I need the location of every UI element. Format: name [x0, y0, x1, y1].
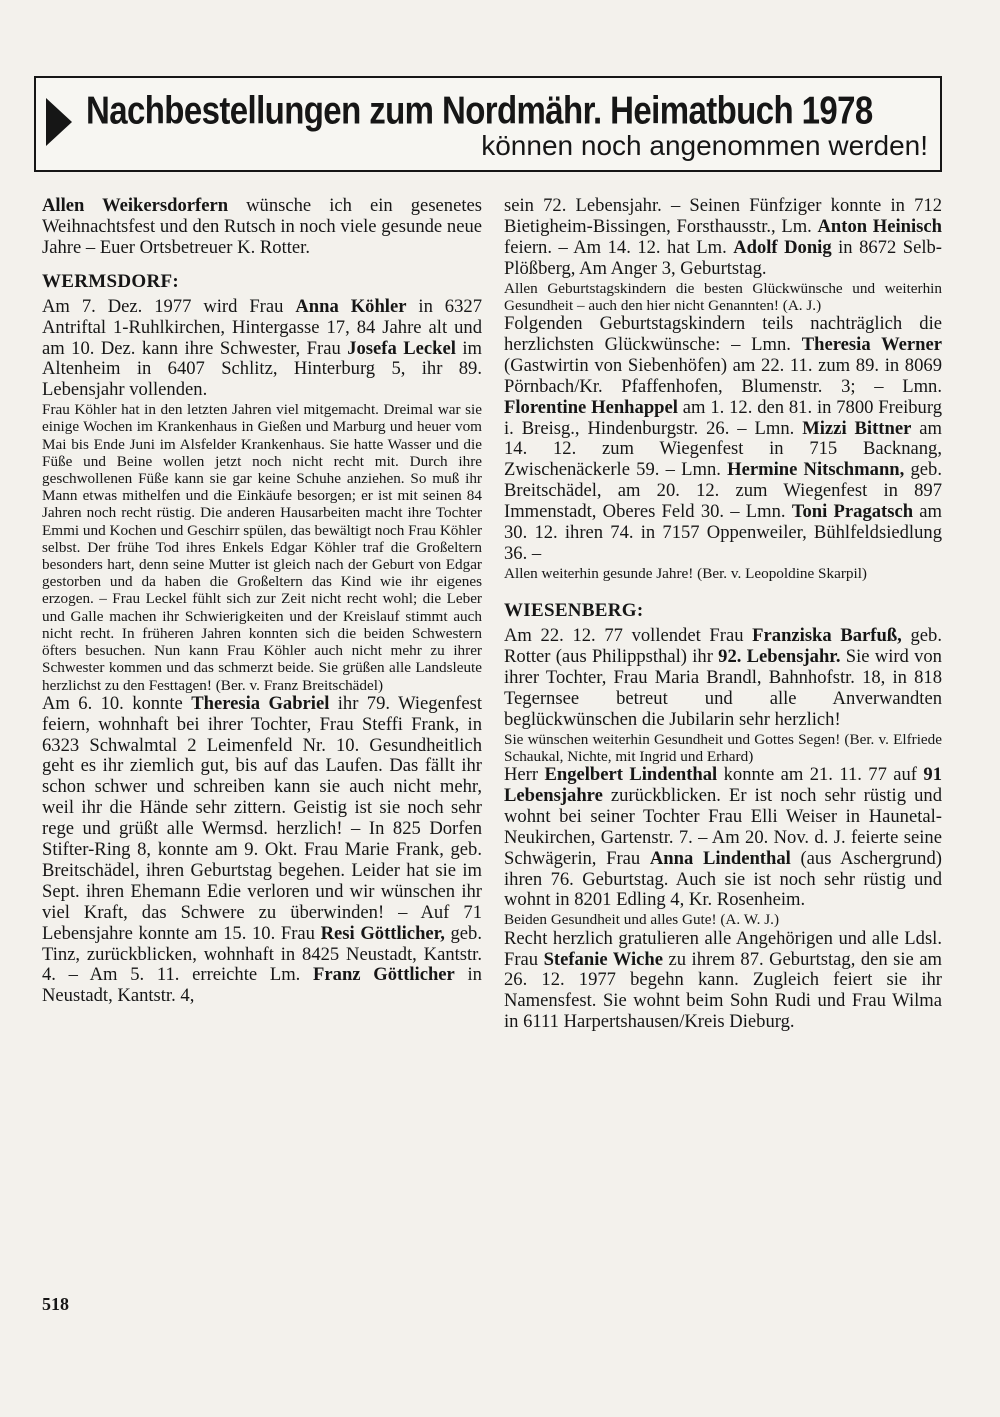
banner-title: Nachbestellungen zum Nordmähr. Heimatbuch 1978 [86, 88, 873, 132]
birthday-list-paragraph: Folgenden Geburtstagskindern teils nachträglich die herzlichsten Glückwünsche: – Lmn. Theresia Werner (Gastwirtin von Siebenhöfen) am 22. 11. zum 89. in 8069 Pörnbach/Kr. Pfaffenhofen, Blumenstr. 3; – Lmn. Florentine Henhappel am 1. 12. den 81. in 7800 Freiburg i. Breisg., Hindenburgstr. 26. – Lmn. Mizzi Bittner am 14. 12. zum Wiegenfest in 715 Backnang, Zwischenäckerle 59. – Lmn. Hermine Nitschmann, geb. Breitschädel, am 20. 12. zum Wiegenfest in 897 Immenstadt, Oberes Feld 30. – Lmn. Toni Pragatsch am 30. 12. ihren 74. in 7157 Oppenweiler, Bühlfeldsiedlung 36. – [504, 313, 943, 564]
wiesenberg-small-paragraph-1: Sie wünschen weiterhin Gesundheit und Gottes Segen! (Ber. v. Elfriede Schaukal, Nichte, mit Ingrid und Erhard) [504, 730, 942, 765]
greeting-small-paragraph-1: Allen Geburtstagskindern die besten Glückwünsche und weiterhin Gesundheit – auch den hier nicht Genannten! (A. J.) [504, 279, 942, 314]
right-column [504, 196, 942, 1033]
headline-banner [34, 76, 942, 172]
intro-paragraph: Allen Weikersdorfern wünsche ich ein gesenetes Weihnachtsfest und den Rutsch in noch viele gesunde neue Jahre – Euer Ortsbetreuer K. Rotter. [42, 195, 483, 258]
wiesenberg-paragraph-1: Am 22. 12. 77 vollendet Frau Franziska Barfuß, geb. Rotter (aus Philippsthal) ihr 92. Lebensjahr. Sie wird von ihrer Tochter, Frau Maria Brandl, Bahnhofstr. 18, in 818 Tegernsee betreut und alle Anverwandten beglückwünschen die Jubilarin sehr herzlich! [504, 625, 942, 730]
section-heading-wermsdorf: WERMSDORF: [42, 270, 180, 292]
wiesenberg-small-paragraph-2: Beiden Gesundheit und alles Gute! (A. W. J.) [504, 911, 780, 929]
wermsdorf-paragraph-1: Am 7. Dez. 1977 wird Frau Anna Köhler in 6327 Antriftal 1-Ruhlkirchen, Hintergasse 17, 84 Jahre alt und am 10. Dez. kann ihre Schwester, Frau Josefa Leckel im Altenheim in 6407 Schlitz, Hinterburg 5, ihr 89. Lebensjahr vollenden. [42, 295, 482, 401]
wiesenberg-paragraph-2: Herr Engelbert Lindenthal konnte am 21. 11. 77 auf 91 Lebensjahre zurückblicken. Er ist noch sehr rüstig und wohnt bei seiner Tochter Frau Elli Weiser in Haunetal-Neukirchen, Gartenstr. 7. – Am 20. Nov. d. J. feierte seine Schwägerin, Frau Anna Lindenthal (aus Aschergrund) ihren 76. Geburtstag. Auch sie ist noch sehr rüstig und wohnt in 8201 Edling 4, Kr. Rosenheim. [504, 764, 942, 911]
wermsdorf-paragraph-2: Am 6. 10. konnte Theresia Gabriel ihr 79. Wiegenfest feiern, wohnhaft bei ihrer Tochter, Frau Steffi Frank, in 6323 Schwalmtal 2 Leimenfeld Nr. 10. Gesundheitlich geht es ihr ziemlich gut, bis auf das Laufen. Das fällt ihr schon schwer und schreiben kann sie auch nicht mehr, weil ihr die Hände sehr zittern. Geistig ist sie noch sehr rege und grüßt alle Wermsd. herzlich! – In 825 Dorfen Stifter-Ring 8, konnte am 9. Okt. Frau Marie Frank, geb. Breitschädel, ihren Geburtstag begehen. Leider hat sie im Sept. ihren Ehemann Edie verloren und wir wünschen ihr viel Kraft, das Schwere zu überwinden! – Auf 71 Lebensjahre konnte am 15. 10. Frau Resi Göttlicher, geb. Tinz, zurückblicken, wohnhaft in 8425 Neustadt, Kantstr. 4. – Am 5. 11. erreichte Lm. Franz Göttlicher in Neustadt, Kantstr. 4, [42, 692, 482, 1007]
banner-subtitle: können noch angenommen werden! [481, 130, 928, 161]
section-heading-wiesenberg: WIESENBERG: [504, 600, 644, 622]
left-column [42, 196, 482, 1007]
continuation-paragraph: sein 72. Lebensjahr. – Seinen Fünfziger konnte in 712 Bietigheim-Bissingen, Forsthausstr., Lm. Anton Heinisch feiern. – Am 14. 12. hat Lm. Adolf Donig in 8672 Selb-Plößberg, Am Anger 3, Geburtstag. [504, 195, 942, 279]
wermsdorf-small-paragraph: Frau Köhler hat in den letzten Jahren viel mitgemacht. Dreimal war sie einige Wochen im Krankenhaus in Gießen und Marburg und heuer vom Mai bis Ende Juni im Alsfelder Krankenhaus. Sie hatte Wasser und die Füße und Beine wollen jetzt noch nicht recht mit. Durch ihre geschwollenen Füße kann sie gar keine Schuhe anziehen. So muß ihr Mann etwas mithelfen und die Einkäufe besorgen; er ist mit seinen 84 Jahren noch recht rüstig. Die anderen Hausarbeiten macht ihre Tochter Emmi und Kochen und Geschirr spülen, das bewältigt noch Frau Köhler selbst. Der frühe Tod ihres Enkels Edgar Köhler traf die Großeltern besonders hart, denn seine Mutter ist gleich nach der Geburt von Edgar gestorben und da haben die Großeltern das Kind wie ihr eigenes erzogen. – Frau Leckel fühlt sich zur Zeit nicht recht wohl; die Leber und Galle machen ihr Schwierigkeiten und der Kreislauf stimmt auch nicht recht. In früheren Jahren konnten sich die beiden Schwestern öfters besuchen. Nun kann Frau Köhler auch nicht mehr zu ihrer Schwester kommen und das schmerzt beide. Sie grüßen alle Landsleute herzlichst zu den Festtagen! (Ber. v. Franz Breitschädel) [42, 401, 482, 694]
greeting-small-paragraph-2: Allen weiterhin gesunde Jahre! (Ber. v. Leopoldine Skarpil) [504, 564, 867, 582]
wiesenberg-paragraph-3: Recht herzlich gratulieren alle Angehörigen und alle Ldsl. Frau Stefanie Wiche zu ihrem 87. Geburtstag, den sie am 26. 12. 1977 begehn kann. Zugleich feiert sie ihr Namensfest. Sie wohnt beim Sohn Rudi und Frau Wilma in 6111 Harpertshausen/Kreis Dieburg. [504, 927, 943, 1033]
page-number: 518 [42, 1294, 69, 1314]
triangle-arrow-icon [46, 98, 72, 146]
